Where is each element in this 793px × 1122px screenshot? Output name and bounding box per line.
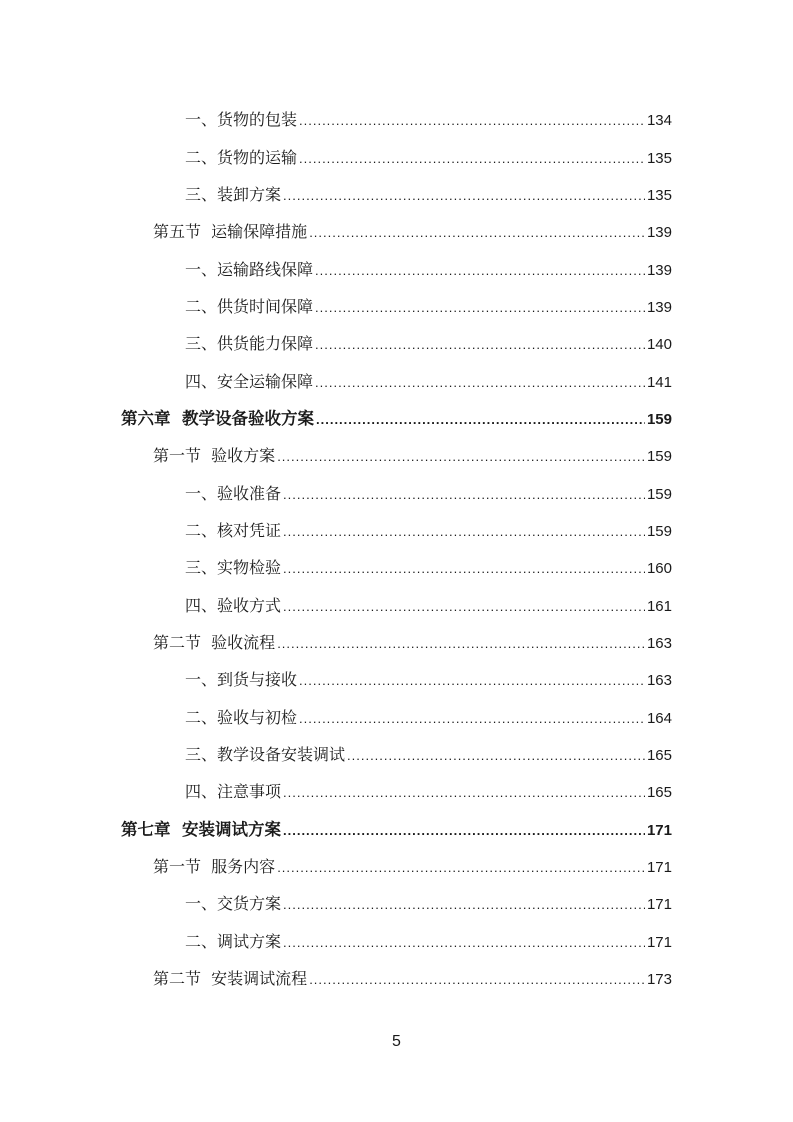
toc-dot-leader: [299, 149, 645, 169]
toc-entry-title: 二、供货时间保障: [185, 296, 314, 316]
toc-subsection-row[interactable]: [0, 886, 793, 923]
toc-subsection-row[interactable]: [0, 177, 793, 214]
toc-entry-title: 一、货物的包装: [185, 110, 298, 130]
toc-entry-title: 一、验收准备: [185, 483, 282, 503]
toc-entry-title: 一、运输路线保障: [185, 259, 314, 279]
toc-dot-leader: [283, 783, 645, 803]
table-of-contents: [0, 102, 793, 998]
toc-entry: [0, 745, 793, 766]
toc-dot-leader: [283, 186, 645, 206]
toc-entry-page: 161: [646, 597, 672, 615]
toc-dot-leader: [347, 746, 645, 766]
toc-subsection-row[interactable]: [0, 700, 793, 737]
toc-entry-title: 二、货物的运输: [185, 147, 298, 167]
toc-entry-page: 163: [646, 634, 672, 652]
toc-entry: [0, 857, 793, 878]
toc-dot-leader: [315, 261, 645, 281]
toc-subsection-row[interactable]: [0, 289, 793, 326]
toc-subsection-row[interactable]: [0, 737, 793, 774]
toc-entry-page: 140: [646, 336, 672, 354]
page-number: 5: [392, 1033, 401, 1050]
toc-dot-leader: [283, 485, 645, 505]
toc-entry-title: 第七章 安装调试方案: [121, 819, 281, 839]
toc-entry-page: 135: [646, 149, 672, 167]
toc-entry: [0, 894, 793, 915]
toc-subsection-row[interactable]: [0, 475, 793, 512]
toc-entry: [0, 185, 793, 206]
toc-dot-leader: [283, 895, 645, 915]
toc-entry-title: 二、核对凭证: [185, 520, 282, 540]
toc-entry-title: 四、安全运输保障: [185, 371, 314, 391]
toc-entry: [0, 708, 793, 729]
toc-entry-page: 141: [646, 373, 672, 391]
toc-entry-page: 139: [646, 261, 672, 279]
toc-entry-page: 159: [646, 485, 672, 503]
toc-section-row[interactable]: [0, 849, 793, 886]
toc-section-row[interactable]: [0, 961, 793, 998]
toc-dot-leader: [316, 410, 645, 430]
toc-entry-page: 159: [646, 522, 672, 540]
toc-entry-title: 第二节 安装调试流程: [153, 969, 308, 989]
toc-subsection-row[interactable]: [0, 513, 793, 550]
toc-entry-page: 134: [646, 112, 672, 130]
toc-chapter-row[interactable]: [0, 812, 793, 849]
toc-dot-leader: [283, 821, 645, 841]
toc-dot-leader: [283, 933, 645, 953]
toc-chapter-row[interactable]: [0, 401, 793, 438]
toc-dot-leader: [299, 111, 645, 131]
toc-entry-page: 139: [646, 224, 672, 242]
toc-entry-title: 三、装卸方案: [185, 184, 282, 204]
toc-section-row[interactable]: [0, 438, 793, 475]
toc-subsection-row[interactable]: [0, 662, 793, 699]
toc-entry-page: 159: [646, 448, 672, 466]
toc-entry-title: 一、交货方案: [185, 894, 282, 914]
toc-entry-title: 一、到货与接收: [185, 670, 298, 690]
toc-entry: [0, 372, 793, 393]
toc-dot-leader: [277, 634, 645, 654]
toc-entry-page: 165: [646, 747, 672, 765]
toc-dot-leader: [299, 709, 645, 729]
toc-dot-leader: [315, 298, 645, 318]
toc-entry-page: 171: [646, 933, 672, 951]
toc-entry-page: 165: [646, 784, 672, 802]
toc-entry-title: 第六章 教学设备验收方案: [121, 408, 314, 428]
toc-subsection-row[interactable]: [0, 102, 793, 139]
toc-entry-page: 164: [646, 709, 672, 727]
toc-entry-page: 135: [646, 186, 672, 204]
toc-entry-page: 163: [646, 672, 672, 690]
toc-subsection-row[interactable]: [0, 139, 793, 176]
toc-entry-title: 第二节 验收流程: [153, 632, 276, 652]
toc-entry-title: 三、实物检验: [185, 558, 282, 578]
toc-dot-leader: [283, 597, 645, 617]
toc-entry: [0, 222, 793, 243]
toc-dot-leader: [315, 373, 645, 393]
toc-entry: [0, 820, 793, 841]
toc-dot-leader: [283, 559, 645, 579]
toc-entry: [0, 596, 793, 617]
toc-subsection-row[interactable]: [0, 326, 793, 363]
toc-dot-leader: [283, 522, 645, 542]
toc-entry-title: 第五节 运输保障措施: [153, 222, 308, 242]
toc-entry-title: 二、调试方案: [185, 931, 282, 951]
toc-entry: [0, 334, 793, 355]
toc-entry: [0, 521, 793, 542]
toc-entry: [0, 782, 793, 803]
toc-entry-page: 171: [646, 821, 672, 839]
toc-dot-leader: [277, 858, 645, 878]
toc-subsection-row[interactable]: [0, 363, 793, 400]
toc-entry-title: 四、验收方式: [185, 595, 282, 615]
toc-entry: [0, 670, 793, 691]
toc-entry-title: 二、验收与初检: [185, 707, 298, 727]
toc-section-row[interactable]: [0, 214, 793, 251]
toc-subsection-row[interactable]: [0, 587, 793, 624]
toc-entry: [0, 297, 793, 318]
toc-entry: [0, 633, 793, 654]
toc-entry-title: 第一节 验收方案: [153, 446, 276, 466]
toc-subsection-row[interactable]: [0, 774, 793, 811]
toc-entry: [0, 110, 793, 131]
toc-entry-title: 三、供货能力保障: [185, 334, 314, 354]
toc-entry-page: 160: [646, 560, 672, 578]
toc-dot-leader: [315, 335, 645, 355]
toc-dot-leader: [299, 671, 645, 691]
toc-entry-title: 三、教学设备安装调试: [185, 745, 346, 765]
toc-entry-title: 第一节 服务内容: [153, 857, 276, 877]
toc-entry: [0, 969, 793, 990]
toc-dot-leader: [277, 447, 645, 467]
toc-entry-page: 173: [646, 971, 672, 989]
toc-entry-page: 171: [646, 896, 672, 914]
toc-entry-page: 171: [646, 859, 672, 877]
toc-entry: [0, 484, 793, 505]
toc-entry: [0, 148, 793, 169]
toc-entry: [0, 932, 793, 953]
toc-entry: [0, 446, 793, 467]
toc-subsection-row[interactable]: [0, 924, 793, 961]
toc-entry-page: 139: [646, 298, 672, 316]
toc-section-row[interactable]: [0, 625, 793, 662]
toc-subsection-row[interactable]: [0, 251, 793, 288]
toc-entry-page: 159: [646, 410, 672, 428]
toc-dot-leader: [309, 223, 645, 243]
toc-entry: [0, 409, 793, 430]
toc-dot-leader: [309, 970, 645, 990]
toc-entry: [0, 558, 793, 579]
toc-entry-title: 四、注意事项: [185, 782, 282, 802]
toc-subsection-row[interactable]: [0, 550, 793, 587]
toc-entry: [0, 260, 793, 281]
